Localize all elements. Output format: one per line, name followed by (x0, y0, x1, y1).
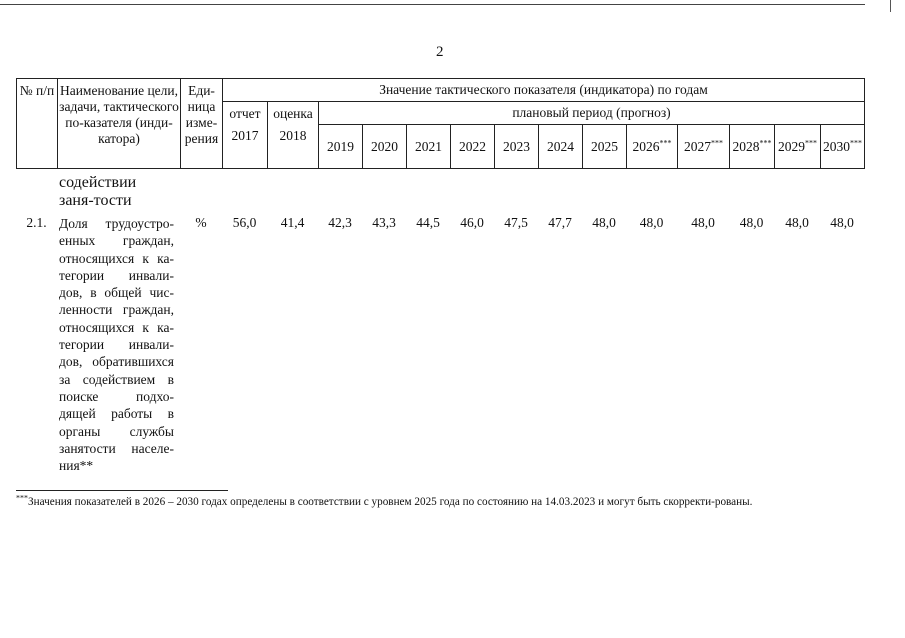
row-value: 48,0 (691, 215, 715, 230)
row-value: 42,3 (328, 215, 352, 230)
header-report (223, 102, 268, 169)
header-report-year: 2017 (231, 128, 259, 143)
year-mark: *** (659, 138, 672, 147)
header-estimate-year: 2018 (279, 128, 307, 143)
header-value-group: Значение тактического показателя (индикатора) по годам (223, 79, 865, 102)
header-year: 2025 (583, 125, 627, 169)
header-year-marked (775, 125, 821, 169)
header-report-label: отчет (229, 106, 261, 121)
row-value: 47,7 (548, 215, 572, 230)
header-unit: Еди-ница изме-рения (181, 79, 223, 169)
row-value: 48,0 (739, 215, 764, 230)
top-border-line (0, 4, 865, 5)
header-estimate (268, 102, 319, 169)
header-year: 2021 (407, 125, 451, 169)
row-num: 2.1. (26, 215, 47, 230)
row-value: 43,3 (372, 215, 396, 230)
row-value: 46,0 (460, 215, 484, 230)
header-year: 2020 (363, 125, 407, 169)
header-year: 2022 (451, 125, 495, 169)
row-value: 47,5 (504, 215, 528, 230)
year-label: 2030 (823, 138, 850, 154)
header-year: 2023 (495, 125, 539, 169)
row-value: 56,0 (232, 215, 257, 230)
header-year-marked (821, 125, 865, 169)
header-year-marked (627, 125, 678, 169)
row-unit: % (195, 215, 207, 230)
header-estimate-label: оценка (273, 106, 313, 121)
header-year: 2024 (539, 125, 583, 169)
year-mark: *** (850, 138, 862, 147)
footnote-separator (16, 490, 228, 491)
row-value: 48,0 (592, 215, 616, 230)
year-mark: *** (759, 138, 772, 147)
header-year-marked (678, 125, 730, 169)
row-value: 41,4 (280, 215, 305, 230)
footnote-text: Значения показателей в 2026 – 2030 годах определены в соответствии с уровнем 2025 года по состоянию на 14.03.2023 и могут быть скорректи-рованы. (28, 496, 753, 508)
row-value: 44,5 (416, 215, 440, 230)
header-plan-group: плановый период (прогноз) (319, 102, 865, 125)
header-year-marked (730, 125, 775, 169)
year-mark: *** (711, 138, 723, 147)
indicator-table-header (16, 78, 865, 169)
year-label: 2026 (632, 138, 660, 154)
year-label: 2028 (732, 138, 760, 154)
header-num: № п/п (17, 79, 58, 169)
header-year: 2019 (319, 125, 363, 169)
continued-text: содействии заня-тости (59, 174, 137, 209)
row-name: Доля трудоустро-енных граждан, относящихся к ка-тегории инвали-дов, в общей чис-ленности граждан, относящихся к ка-тегории инвали-дов, обратившихся за содействием в поиске подхо-дящей работы в органы службы занятости населе-ния** (59, 216, 174, 474)
row-value: 48,0 (830, 215, 854, 230)
corner-mark (890, 0, 891, 12)
footnote-mark: *** (16, 493, 28, 503)
footnote (16, 494, 868, 510)
year-mark: *** (805, 138, 817, 147)
row-value: 48,0 (785, 215, 809, 230)
year-label: 2029 (778, 138, 805, 154)
page-number: 2 (436, 44, 444, 60)
year-label: 2027 (684, 138, 711, 154)
header-name: Наименование цели, задачи, тактического по-казателя (инди-катора) (58, 79, 181, 169)
row-value: 48,0 (639, 215, 664, 230)
